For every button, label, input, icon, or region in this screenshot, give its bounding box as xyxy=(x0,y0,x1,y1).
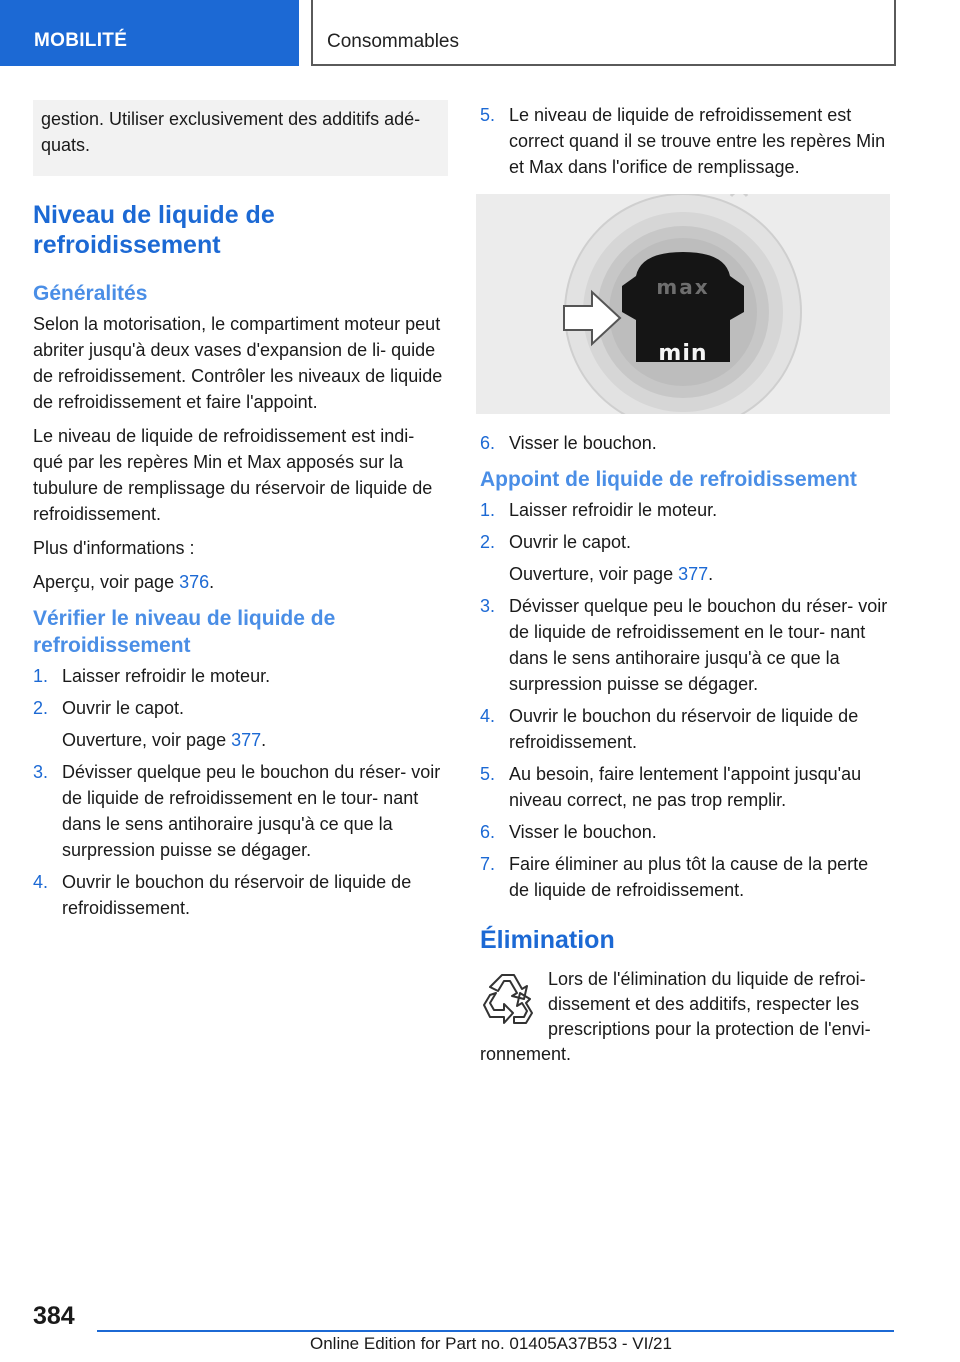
section-tab: MOBILITÉ xyxy=(0,0,299,66)
step-number: 3. xyxy=(480,596,496,616)
opening-ref-suffix: . xyxy=(261,730,267,750)
disposal-heading: Élimination xyxy=(480,926,615,954)
topup-heading: Appoint de liquide de refroidissement xyxy=(480,468,857,491)
step-number: 6. xyxy=(480,433,496,453)
general-paragraph-3: Plus d'informations : xyxy=(33,538,195,558)
page-link-377[interactable]: 377 xyxy=(231,730,262,750)
page-link-376[interactable]: 376 xyxy=(179,572,210,592)
overview-ref-text: Aperçu, voir page xyxy=(33,572,180,592)
general-paragraph-4 xyxy=(33,569,448,595)
footer-edition: Online Edition for Part no. 01405A37B53 - VI/21 xyxy=(310,1334,672,1353)
list-item xyxy=(33,695,448,753)
step-text: Ouvrir le bouchon du réservoir de liquide de refroidissement. xyxy=(509,706,859,752)
recycle-icon xyxy=(480,969,536,1029)
step-number: 5. xyxy=(480,764,496,784)
list-item xyxy=(33,869,448,921)
footer-divider xyxy=(97,1330,894,1332)
list-item xyxy=(480,761,892,813)
check-steps-end xyxy=(480,430,892,456)
step-number: 4. xyxy=(33,872,49,892)
step-number: 7. xyxy=(480,854,496,874)
coolant-filler-illustration xyxy=(476,194,890,414)
topup-steps xyxy=(480,497,892,903)
opening-ref-suffix: . xyxy=(708,564,714,584)
step-subline xyxy=(62,727,448,753)
list-item xyxy=(480,851,892,903)
step-text: Laisser refroidir le moteur. xyxy=(509,500,718,520)
opening-ref-text: Ouverture, voir page xyxy=(509,564,679,584)
check-heading: Vérifier le niveau de liquide de refroidissement xyxy=(33,607,336,657)
step-text: Ouvrir le bouchon du réservoir de liquide de refroidissement. xyxy=(62,872,412,918)
general-paragraph-1: Selon la motorisation, le compartiment moteur peut abriter jusqu'à deux vases d'expansion de li‐ quide de refroidissement. Contrôler les niveaux de liquide de refroidissement et faire l'appoint. xyxy=(33,314,443,412)
page-number: 384 xyxy=(33,1302,75,1330)
check-steps-continued xyxy=(480,102,892,180)
left-column xyxy=(33,100,448,927)
step-number: 1. xyxy=(480,500,496,520)
step-number: 2. xyxy=(33,698,49,718)
list-item xyxy=(480,497,892,523)
step-text: Faire éliminer au plus tôt la cause de la perte de liquide de refroidissement. xyxy=(509,854,869,900)
chapter-tab: Consommables xyxy=(311,0,896,66)
general-paragraph-2: Le niveau de liquide de refroidissement est indi‐ qué par les repères Min et Max apposés sur la tubulure de remplissage du réservoir de liquide de refroidissement. xyxy=(33,426,433,524)
step-text: Dévisser quelque peu le bouchon du réser‐ voir de liquide de refroidissement en le tour‐ nant dans le sens antihoraire jusqu'à ce que la surpression puisse se dégager. xyxy=(509,596,888,694)
list-item xyxy=(480,430,892,456)
page-link-377[interactable]: 377 xyxy=(678,564,709,584)
min-label: min xyxy=(658,341,708,366)
step-text: Visser le bouchon. xyxy=(509,822,657,842)
list-item xyxy=(480,102,892,180)
right-column xyxy=(480,100,892,1067)
list-item xyxy=(33,759,448,863)
list-item xyxy=(480,819,892,845)
opening-ref-text: Ouverture, voir page xyxy=(62,730,232,750)
page-header xyxy=(0,0,960,66)
main-title: Niveau de liquide de refroidissement xyxy=(33,201,275,259)
step-number: 3. xyxy=(33,762,49,782)
list-item xyxy=(480,703,892,755)
step-text: Le niveau de liquide de refroidissement est correct quand il se trouve entre les repères Min et Max dans l'orifice de remplissage. xyxy=(509,105,886,177)
note-box: gestion. Utiliser exclusivement des additifs adé‐ quats. xyxy=(33,100,448,176)
disposal-block xyxy=(480,967,892,1067)
list-item xyxy=(480,529,892,587)
list-item xyxy=(480,593,892,697)
check-steps xyxy=(33,663,448,921)
step-number: 6. xyxy=(480,822,496,842)
general-heading: Généralités xyxy=(33,282,148,305)
step-number: 1. xyxy=(33,666,49,686)
step-number: 4. xyxy=(480,706,496,726)
overview-ref-suffix: . xyxy=(209,572,215,592)
step-text: Laisser refroidir le moteur. xyxy=(62,666,271,686)
step-text: Au besoin, faire lentement l'appoint jusqu'au niveau correct, ne pas trop remplir. xyxy=(509,764,862,810)
step-text: Ouvrir le capot. xyxy=(509,532,632,552)
step-subline xyxy=(509,561,892,587)
step-text: Dévisser quelque peu le bouchon du réser‐ voir de liquide de refroidissement en le tour‐ nant dans le sens antihoraire jusqu'à ce que la surpression puisse se dégager. xyxy=(62,762,441,860)
max-label: max xyxy=(656,275,710,299)
step-number: 2. xyxy=(480,532,496,552)
step-text: Visser le bouchon. xyxy=(509,433,657,453)
step-text: Ouvrir le capot. xyxy=(62,698,185,718)
disposal-text: Lors de l'élimination du liquide de refroi‐ dissement et des additifs, respecter les prescriptions pour la protection de l'envi‐ ronnement. xyxy=(480,969,871,1064)
step-number: 5. xyxy=(480,105,496,125)
coolant-level-figure xyxy=(476,194,890,414)
list-item xyxy=(33,663,448,689)
